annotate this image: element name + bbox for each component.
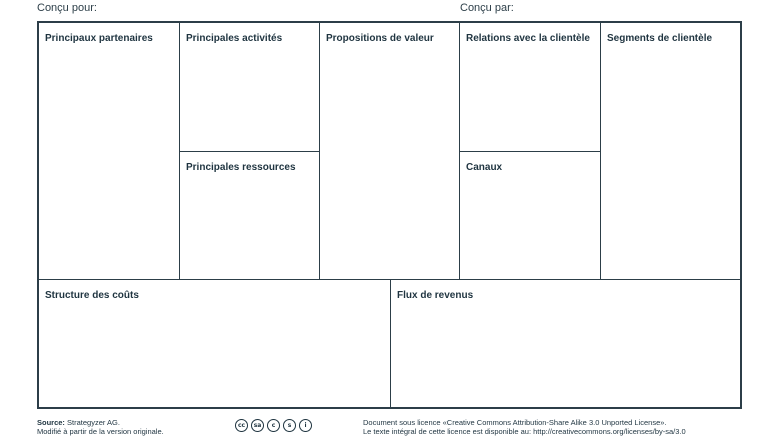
license-line-2: Le texte intégral de cette licence est disponible au: http://creativecommons.org/licenses/by-sa/3.0 <box>363 427 686 436</box>
channels-title: Canaux <box>466 162 503 173</box>
designed-for-label: Conçu pour: <box>37 2 97 14</box>
designed-by-label: Conçu par: <box>460 2 514 14</box>
customer-segments-block[interactable] <box>600 22 741 280</box>
key-resources-block[interactable] <box>179 151 320 280</box>
source-label: Source: <box>37 418 65 427</box>
customer-relationships-block[interactable] <box>459 22 601 152</box>
revenue-streams-title: Flux de revenus <box>397 290 474 301</box>
license-line-1: Document sous licence «Creative Commons Attribution-Share Alike 3.0 Unported License». <box>363 418 667 427</box>
value-propositions-block[interactable] <box>319 22 460 280</box>
modified-note: Modifié à partir de la version originale. <box>37 427 164 436</box>
source-value: Strategyzer AG. <box>67 418 120 427</box>
by-attribution-icon: i <box>299 419 312 432</box>
value-propositions-title: Propositions de valeur <box>326 33 434 44</box>
business-model-canvas <box>37 21 742 409</box>
customer-segments-title: Segments de clientèle <box>607 33 713 44</box>
copyright-icon: c <box>267 419 280 432</box>
key-partners-title: Principaux partenaires <box>45 33 153 44</box>
key-resources-title: Principales ressources <box>186 162 296 173</box>
cost-structure-block[interactable] <box>38 279 391 408</box>
revenue-streams-block[interactable] <box>390 279 741 408</box>
source-note <box>37 418 164 436</box>
license-icons <box>235 419 312 432</box>
cost-structure-title: Structure des coûts <box>45 290 139 301</box>
channels-block[interactable] <box>459 151 601 280</box>
key-partners-block[interactable] <box>38 22 180 280</box>
sa-icon: sa <box>251 419 264 432</box>
customer-relationships-title: Relations avec la clientèle <box>466 33 590 44</box>
license-note <box>363 418 686 436</box>
share-icon: s <box>283 419 296 432</box>
key-activities-block[interactable] <box>179 22 320 152</box>
key-activities-title: Principales activités <box>186 33 283 44</box>
creative-commons-icon: cc <box>235 419 248 432</box>
